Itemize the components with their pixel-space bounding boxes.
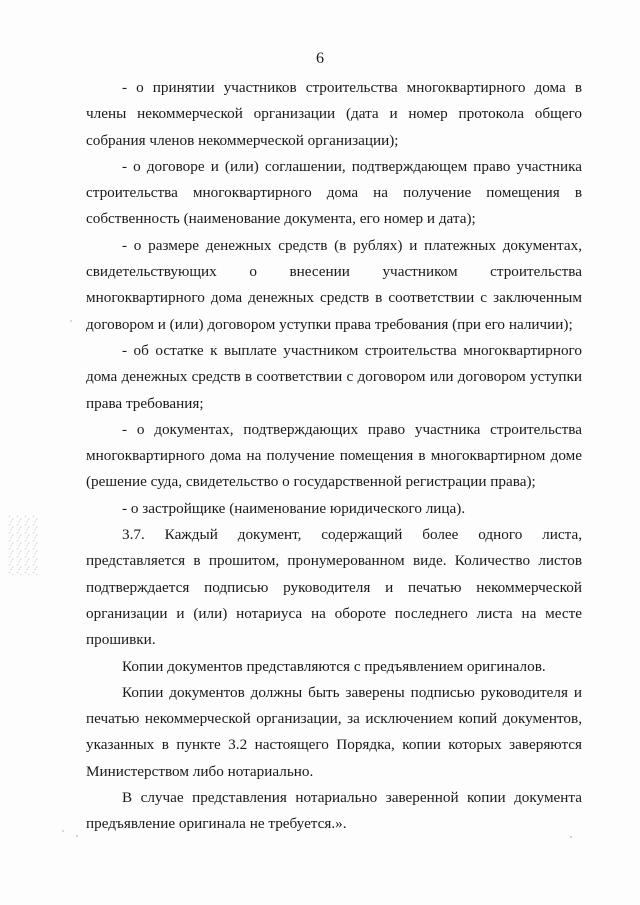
list-item-ownership-documents: - о документах, подтверждающих право участника строительства многоквартирного дома на получение помещения в многоквартирном доме (решение суда, свидетельство о государственной регистрации права);: [86, 420, 582, 491]
clause-3-7: 3.7. Каждый документ, содержащий более одного листа, представляется в прошитом, пронумерованном виде. Количество листов подтверждается подписью руководителя и печатью некоммерческой организации и (или) нотариуса на обороте последнего листа на месте прошивки.: [86, 526, 582, 649]
scan-speck: [570, 836, 572, 838]
document-body: [86, 75, 582, 838]
list-item-remaining-balance: - об остатке к выплате участником строительства многоквартирного дома денежных средств в соответствии с договором или договором уступки права требования;: [86, 341, 582, 412]
list-item-protocol: - о принятии участников строительства многоквартирного дома в члены некоммерческой организации (дата и номер протокола общего собрания членов некоммерческой организации);: [86, 79, 582, 149]
scan-speck: [70, 320, 72, 322]
list-item-agreement: - о договоре и (или) соглашении, подтверждающем право участника строительства многоквартирного дома на получение помещения в собственность (наименование документа, его номер и дата);: [86, 157, 582, 228]
scan-noise: [8, 515, 38, 575]
list-item-developer: - о застройщике (наименование юридического лица).: [122, 499, 466, 517]
scan-speck: [62, 830, 64, 832]
list-item-payments: - о размере денежных средств (в рублях) и платежных документах, свидетельствующих о внесении участником строительства многоквартирного дома денежных средств в соответствии с заключенным договором и (или) договором уступки права требования (при его наличии);: [86, 236, 582, 333]
scan-speck: [76, 835, 78, 837]
page-number: 6: [316, 50, 324, 67]
copies-certification: Копии документов должны быть заверены подписью руководителя и печатью некоммерческой организации, за исключением копий документов, указанных в пункте 3.2 настоящего Порядка, копии которых заверяются Министерством либо нотариально.: [86, 683, 582, 780]
notarized-copy-note: В случае представления нотариально заверенной копии документа предъявление оригинала не требуется.».: [86, 789, 582, 833]
copies-with-originals: Копии документов представляются с предъявлением оригиналов.: [122, 657, 546, 675]
